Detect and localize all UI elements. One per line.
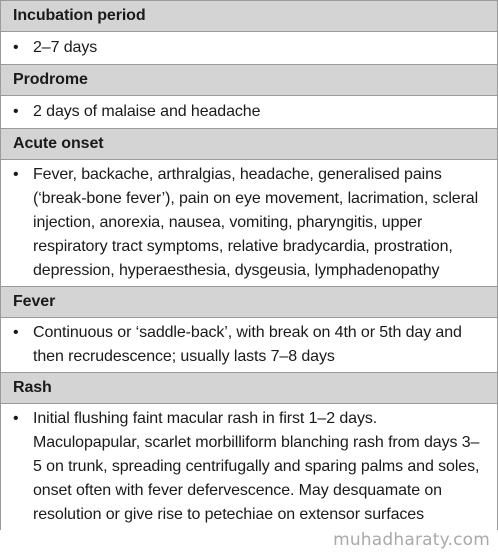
section-heading-incubation: Incubation period bbox=[1, 0, 497, 31]
section-text-acute-onset: Fever, backache, arthralgias, headache, generalised pains (‘break-bone fever’), pain on eye movement, lacrimation, scleral injection, anorexia, nausea, vomiting, pharyngitis, upper respiratory tract symptoms, relative bradycardia, prostration, depression, hyperaesthesia, dysgeusia, lymphadenopathy bbox=[33, 166, 479, 279]
section-text-prodrome: 2 days of malaise and headache bbox=[33, 103, 261, 120]
section-row-incubation bbox=[1, 31, 497, 64]
section-row-prodrome bbox=[1, 95, 497, 128]
section-heading-acute-onset: Acute onset bbox=[1, 128, 497, 159]
section-heading-fever: Fever bbox=[1, 286, 497, 317]
bullet-icon: • bbox=[13, 39, 19, 56]
bullet-icon: • bbox=[13, 324, 19, 341]
bullet-icon: • bbox=[13, 103, 19, 120]
section-row-rash bbox=[1, 403, 497, 530]
section-heading-prodrome: Prodrome bbox=[1, 64, 497, 95]
bullet-icon: • bbox=[13, 166, 19, 183]
watermark-text: muhadharaty.com bbox=[333, 530, 490, 550]
section-text-fever: Continuous or ‘saddle-back’, with break on 4th or 5th day and then recrudescence; usually lasts 7–8 days bbox=[33, 324, 462, 365]
section-text-incubation: 2–7 days bbox=[33, 39, 98, 56]
section-row-acute-onset bbox=[1, 159, 497, 286]
section-text-rash: Initial flushing faint macular rash in first 1–2 days. Maculopapular, scarlet morbilliform blanching rash from days 3–5 on trunk, spreading centrifugally and sparing palms and soles, onset often with fever defervescence. May desquamate on resolution or give rise to petechiae on extensor surfaces bbox=[33, 410, 480, 523]
section-heading-rash: Rash bbox=[1, 372, 497, 403]
bullet-icon: • bbox=[13, 410, 19, 427]
section-row-fever bbox=[1, 317, 497, 372]
